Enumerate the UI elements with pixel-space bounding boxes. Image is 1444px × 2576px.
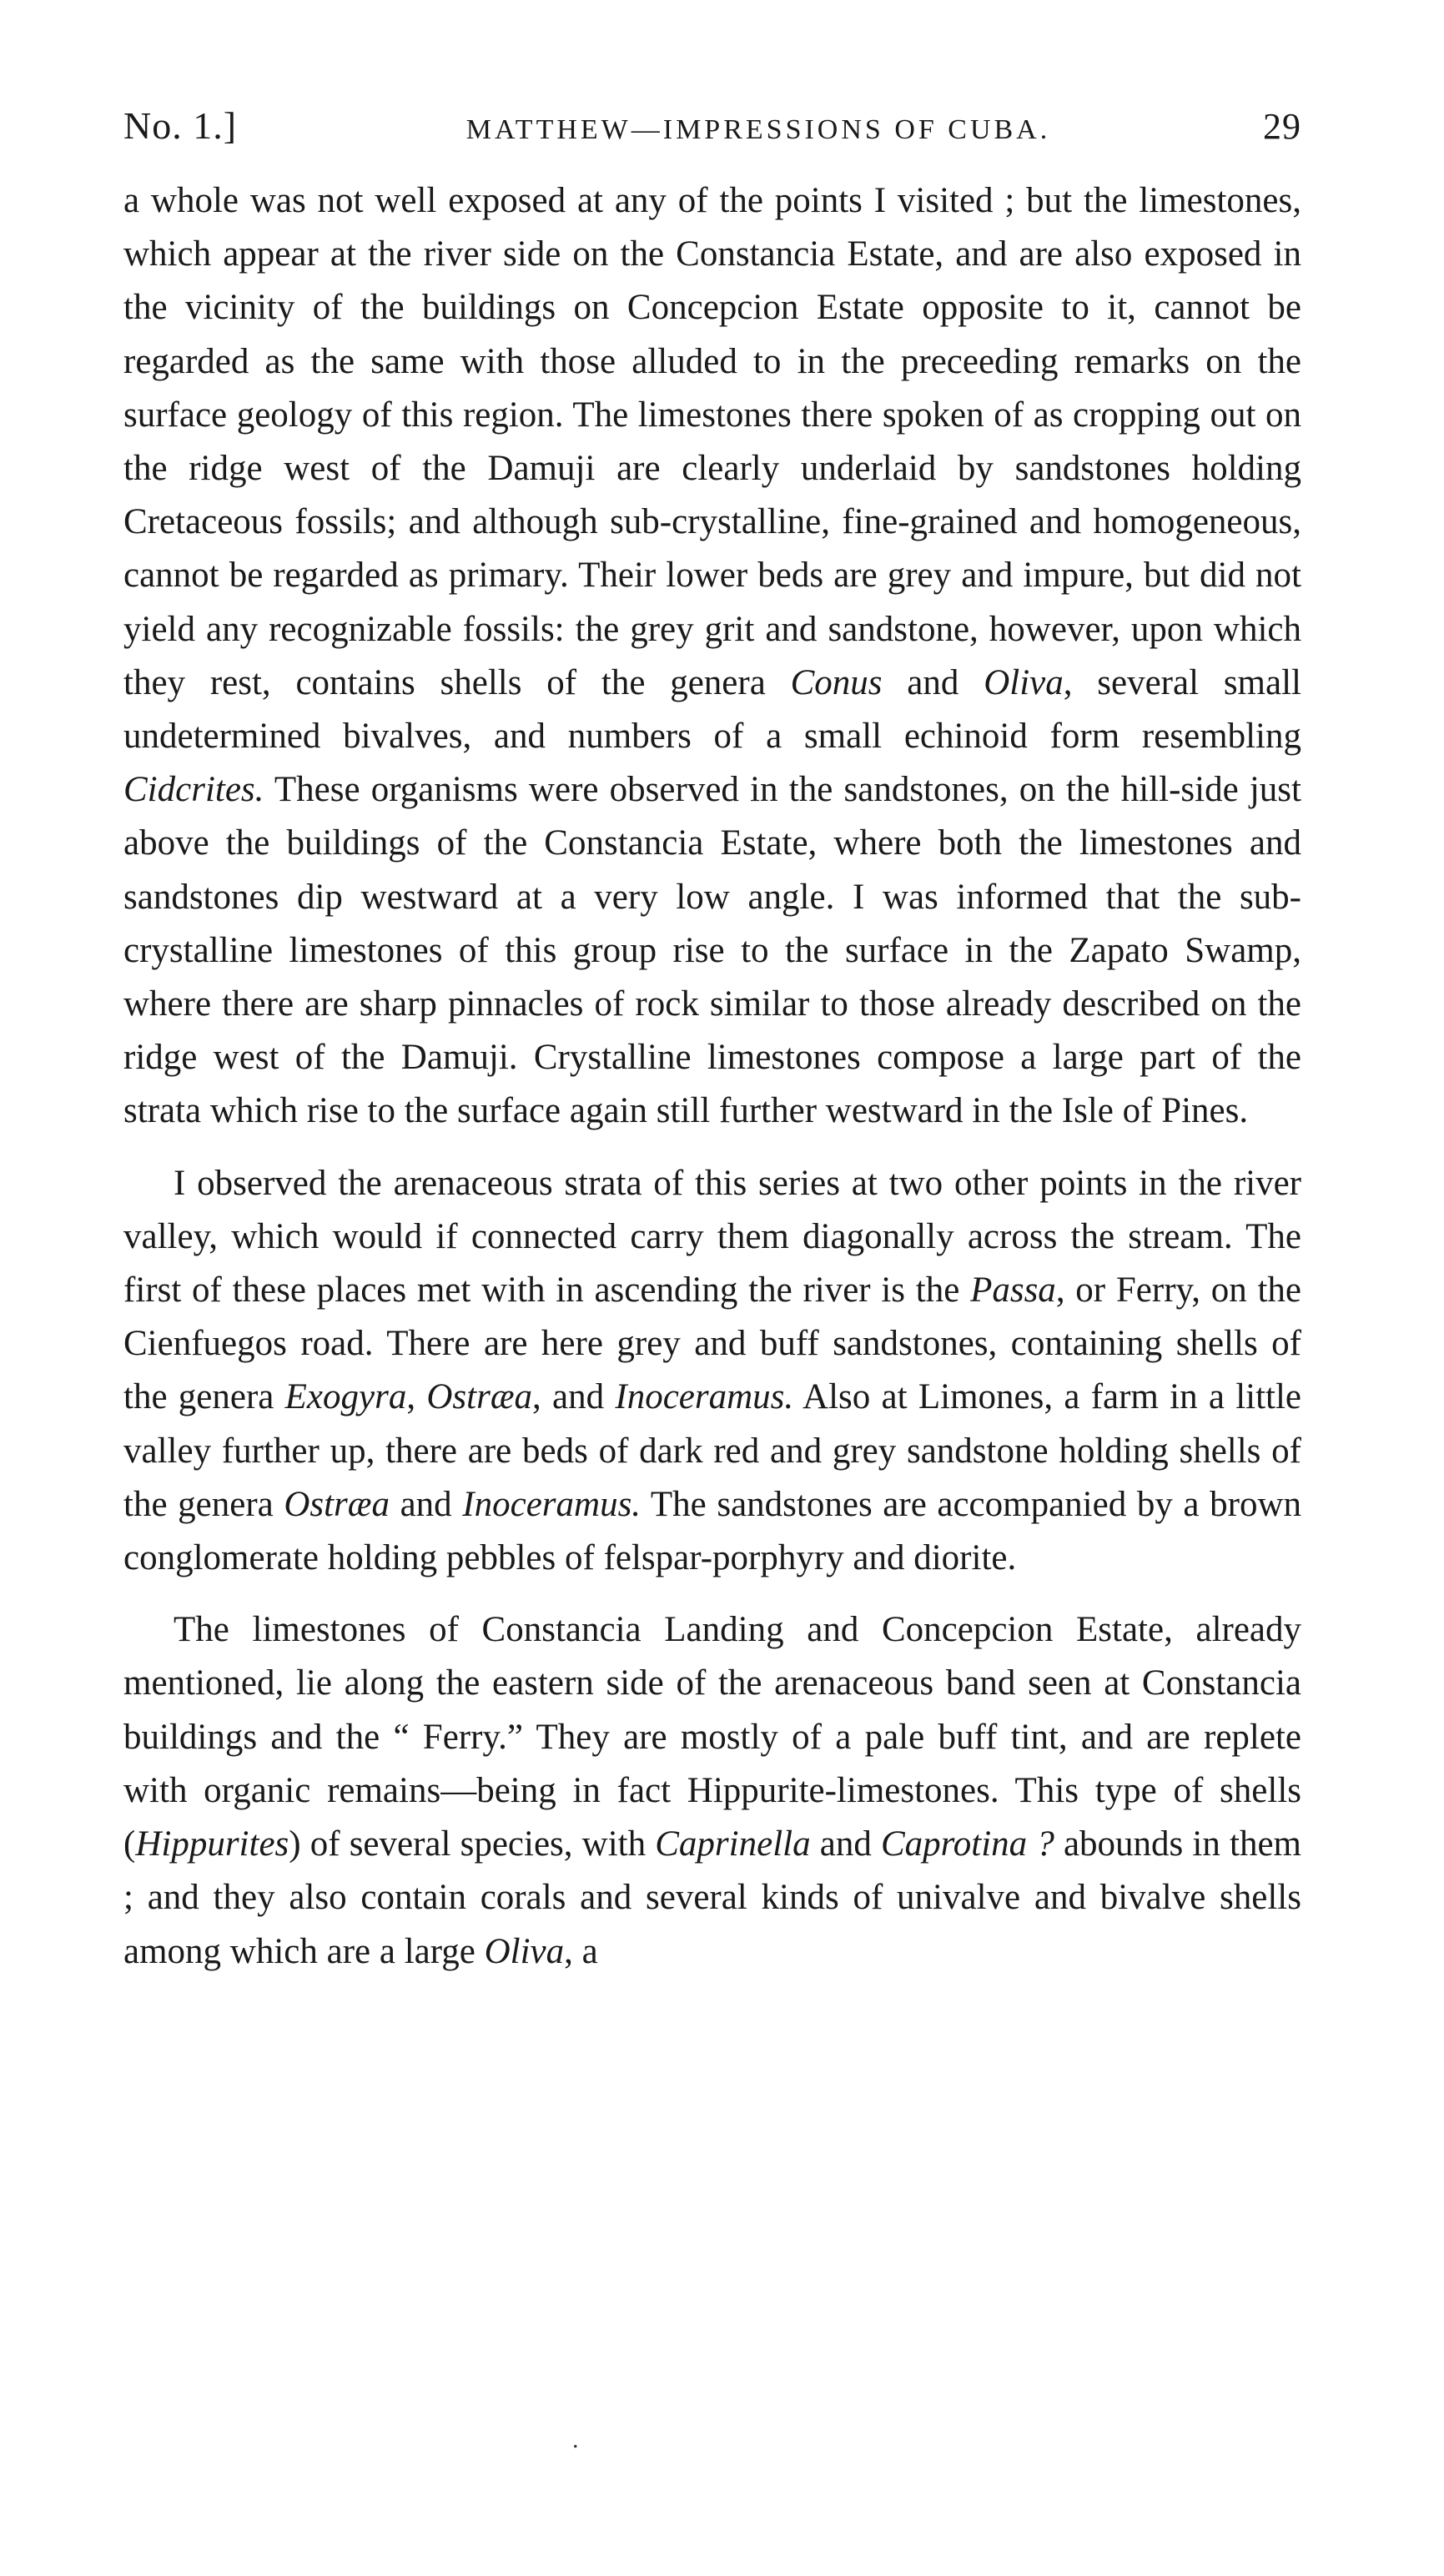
text-run: and	[389, 1484, 463, 1524]
italic-term: Caprotina ?	[880, 1824, 1054, 1864]
italic-term: Exogyra	[284, 1377, 407, 1417]
paragraph-2	[123, 1157, 1301, 1586]
running-title: MATTHEW—IMPRESSIONS OF CUBA.	[465, 114, 1051, 145]
book-page	[123, 103, 1301, 1997]
italic-term: Caprinella	[655, 1824, 811, 1864]
text-run: , a	[564, 1931, 598, 1971]
text-run: and	[810, 1824, 881, 1864]
text-run: Also at Limones, a farm in a little valley further up, there are beds of dark red and grey sandstone holding shells of the genera	[123, 1377, 1302, 1524]
footer-mark: .	[572, 2426, 579, 2453]
text-run: a whole was not well exposed at any of the points I visited ; but the limestones, which appear at the river side on the Constancia Estate, and are also exposed in the vicinity of the buildings on Concepcion Estate opposite to it, cannot be regarded as the same with those alluded to in the preceeding remarks on the surface geology of this region. The limestones there spoken of as cropping out on the ridge west of the Damuji are clearly underlaid by sandstones holding Cretaceous fossils; and although sub-crystalline, fine-grained and homogeneous, cannot be regarded as primary. Their lower beds are grey and impure, but did not yield any recognizable fossils: the grey grit and sandstone, however, upon which they rest, contains shells of the genera	[123, 181, 1301, 702]
text-run: , or Ferry, on the Cienfuegos road. There are here grey and buff sandstones, containing shells of the genera	[123, 1270, 1301, 1417]
text-run: , several small undetermined bivalves, and numbers of a small echinoid form resembling	[123, 662, 1301, 757]
italic-term: Hippurites	[135, 1824, 289, 1864]
text-run: and	[882, 662, 984, 702]
text-run: I observed the arenaceous strata of this series at two other points in the river valley, which would if connected carry them diagonally across the stream. The first of these places met with in ascending the river is the	[123, 1163, 1301, 1311]
italic-term: Inoceramus.	[462, 1484, 641, 1524]
text-run: The limestones of Constancia Landing and Concepcion Estate, already mentioned, lie along the eastern side of the arenaceous band seen at Constancia buildings and the “ Ferry.” They are mostly of a pale buff tint, and are replete with organic remains—being in fact Hippurite-limestones. This type of shells (	[123, 1610, 1301, 1864]
body-text	[123, 174, 1301, 1979]
text-run: , and	[532, 1377, 616, 1417]
running-header	[123, 103, 1301, 148]
text-run: abounds in them ; and they also contain corals and several kinds of univalve and bivalve shells among which are a large	[123, 1824, 1301, 1971]
paragraph-1	[123, 174, 1301, 1139]
text-run: ) of several species, with	[289, 1824, 656, 1864]
text-run: The sandstones are accompanied by a brown conglomerate holding pebbles of felspar-porphyry and diorite.	[123, 1484, 1301, 1578]
italic-term: Oliva	[984, 662, 1064, 702]
paragraph-3	[123, 1603, 1301, 1978]
page-number: 29	[1262, 106, 1301, 147]
italic-term: Cidcrites.	[123, 770, 264, 810]
italic-term: Ostræa	[284, 1484, 390, 1524]
italic-term: Passa	[970, 1270, 1056, 1311]
italic-term: Oliva	[484, 1931, 565, 1971]
issue-number: No. 1.]	[123, 104, 238, 147]
text-run: These organisms were observed in the sandstones, on the hill-side just above the buildings of the Constancia Estate, where both the limestones and sandstones dip westward at a very low angle. I was informed that the sub-crystalline limestones of this group rise to the surface in the Zapato Swamp, where there are sharp pinnacles of rock similar to those already described on the ridge west of the Damuji. Crystalline limestones compose a large part of the strata which rise to the surface again still further westward in the Isle of Pines.	[123, 770, 1301, 1131]
italic-term: Conus	[790, 662, 883, 702]
text-run: ,	[406, 1377, 427, 1417]
italic-term: Ostræa	[426, 1377, 533, 1417]
italic-term: Inoceramus.	[615, 1377, 794, 1417]
